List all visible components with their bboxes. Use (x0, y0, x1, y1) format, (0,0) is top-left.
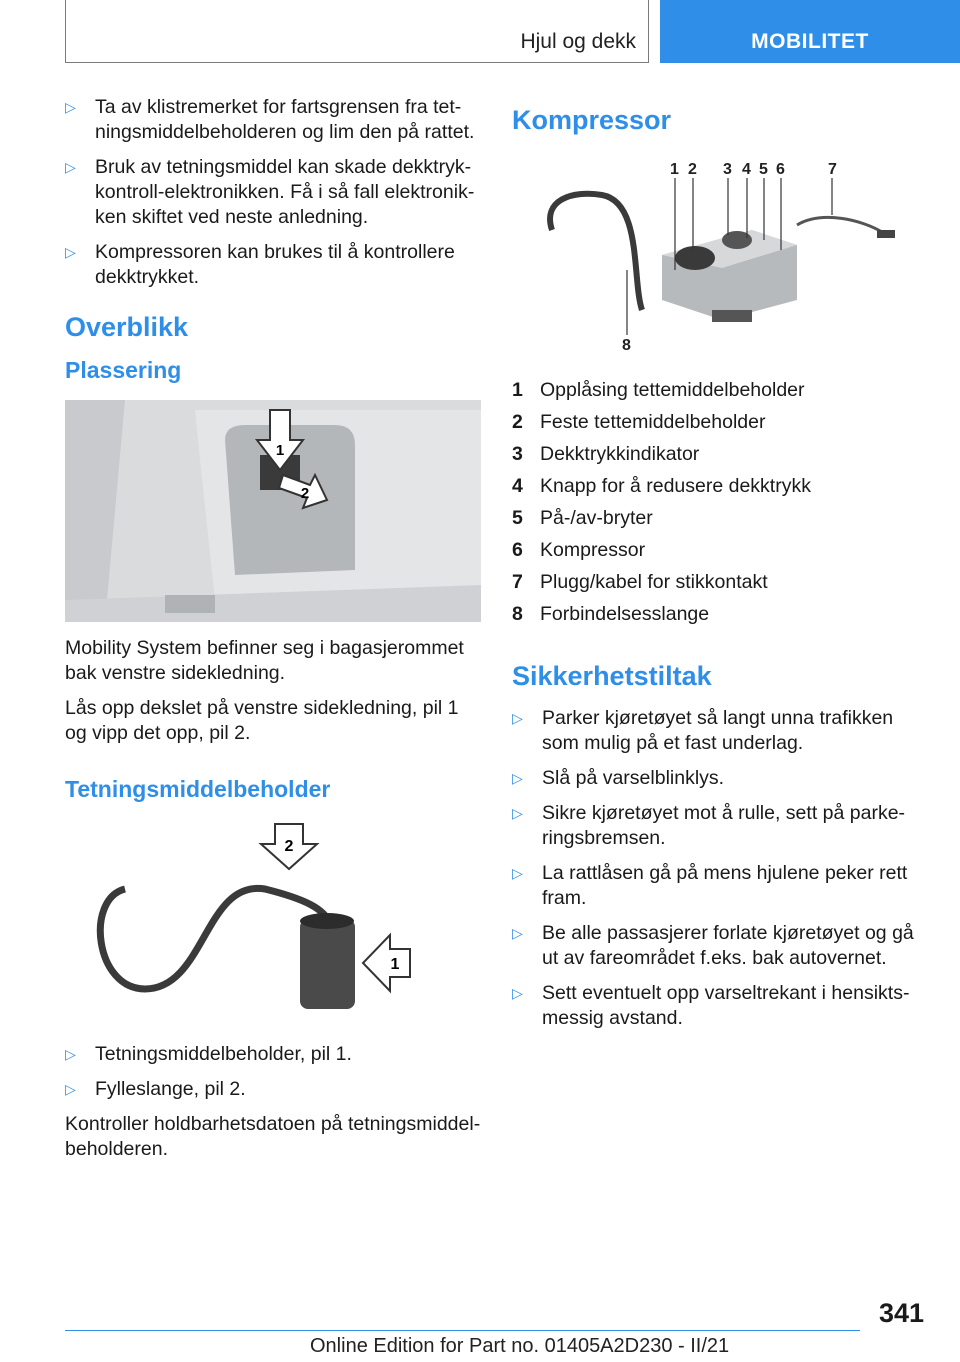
safety-heading: Sikkerhetstiltak (512, 661, 712, 691)
callout-4: 4 (742, 161, 751, 178)
legend-row: 3 Dekktrykkindikator (512, 443, 700, 465)
footer-edition: Online Edition for Part no. 01405A2D230 - II/21 (310, 1335, 730, 1357)
placement-text-2: Lås opp dekslet på venstre sidekledning, pil 1 og vipp det opp, pil 2. (65, 697, 459, 744)
bullet-triangle-icon: ▷ (512, 865, 523, 881)
bullet-triangle-icon: ▷ (65, 1046, 76, 1062)
legend-row: 5 På-/av-bryter (512, 507, 653, 529)
callout-5: 5 (759, 161, 768, 178)
bullet-triangle-icon: ▷ (512, 925, 523, 941)
list-item: ▷ Parker kjøretøyet så langt unna trafikken som mulig på et fast underlag. (512, 707, 894, 754)
legend-row: 6 Kompressor (512, 539, 646, 561)
sealant-text: Kontroller holdbarhetsdatoen på tetningsmiddel-beholderen. (65, 1113, 481, 1160)
bullet-triangle-icon: ▷ (512, 805, 523, 821)
section-title: Hjul og dekk (520, 30, 636, 53)
chapter-tab[interactable]: MOBILITET (660, 0, 960, 63)
list-item: ▷ Kompressoren kan brukes til å kontrollere dekktrykket. (65, 241, 455, 288)
list-item: ▷ Sikre kjøretøyet mot å rulle, sett på parke-ringsbremsen. (512, 802, 906, 849)
callout-3: 3 (723, 161, 732, 178)
legend-row: 4 Knapp for å redusere dekktrykk (512, 475, 811, 497)
callout-6: 6 (776, 161, 785, 178)
compressor-heading: Kompressor (512, 105, 672, 135)
sealant-heading: Tetningsmiddelbeholder (65, 776, 331, 802)
left-column (65, 95, 481, 1172)
list-item: ▷ La rattlåsen gå på mens hjulene peker rett fram. (512, 862, 908, 909)
callout-8: 8 (622, 337, 631, 354)
legend-row: 2 Feste tettemiddelbeholder (512, 411, 766, 433)
list-item: ▷ Sett eventuelt opp varseltrekant i hensikts-messig avstand. (512, 982, 910, 1029)
placement-text-1: Mobility System befinner seg i bagasjerommet bak venstre sidekledning. (65, 637, 464, 684)
page-number: 341 (878, 1298, 924, 1328)
list-item: ▷ Be alle passasjerer forlate kjøretøyet og gå ut av fareområdet f.eks. bak autovernet. (512, 922, 914, 969)
list-item: ▷ Tetningsmiddelbeholder, pil 1. (65, 1043, 352, 1065)
callout-2: 2 (688, 161, 697, 178)
footer-divider (65, 1330, 860, 1331)
sealant-bottle-figure (65, 819, 481, 1034)
right-column (512, 95, 924, 1041)
bullet-triangle-icon: ▷ (512, 770, 523, 786)
callout-7: 7 (828, 161, 837, 178)
arrow-label-2: 2 (284, 838, 294, 855)
bullet-triangle-icon: ▷ (65, 244, 76, 260)
bullet-triangle-icon: ▷ (65, 159, 76, 175)
callout-1: 1 (670, 161, 679, 178)
bullet-triangle-icon: ▷ (512, 985, 523, 1001)
placement-heading: Plassering (65, 357, 182, 383)
arrow-label-1: 1 (275, 442, 285, 459)
arrow-label-1: 1 (390, 956, 400, 973)
trunk-panel-figure (65, 400, 481, 622)
arrow-label-2: 2 (300, 485, 310, 502)
list-item: ▷ Slå på varselblinklys. (512, 767, 725, 789)
legend-row: 1 Opplåsing tettemiddelbeholder (512, 379, 805, 401)
bullet-triangle-icon: ▷ (512, 710, 523, 726)
legend-row: 8 Forbindelsesslange (512, 603, 710, 625)
list-item: ▷ Ta av klistremerket for fartsgrensen fra tet-ningsmiddelbeholderen og lim den på rattet. (65, 96, 475, 143)
compressor-figure (512, 150, 924, 360)
list-item: ▷ Fylleslange, pil 2. (65, 1078, 246, 1100)
legend-row: 7 Plugg/kabel for stikkontakt (512, 571, 768, 593)
bullet-triangle-icon: ▷ (65, 1081, 76, 1097)
overview-heading: Overblikk (65, 312, 189, 342)
bullet-triangle-icon: ▷ (65, 99, 76, 115)
list-item: ▷ Bruk av tetningsmiddel kan skade dekktryk-kontroll-elektronikken. Få i så fall elektronik-ken skiftet ved neste anledning. (65, 156, 475, 228)
